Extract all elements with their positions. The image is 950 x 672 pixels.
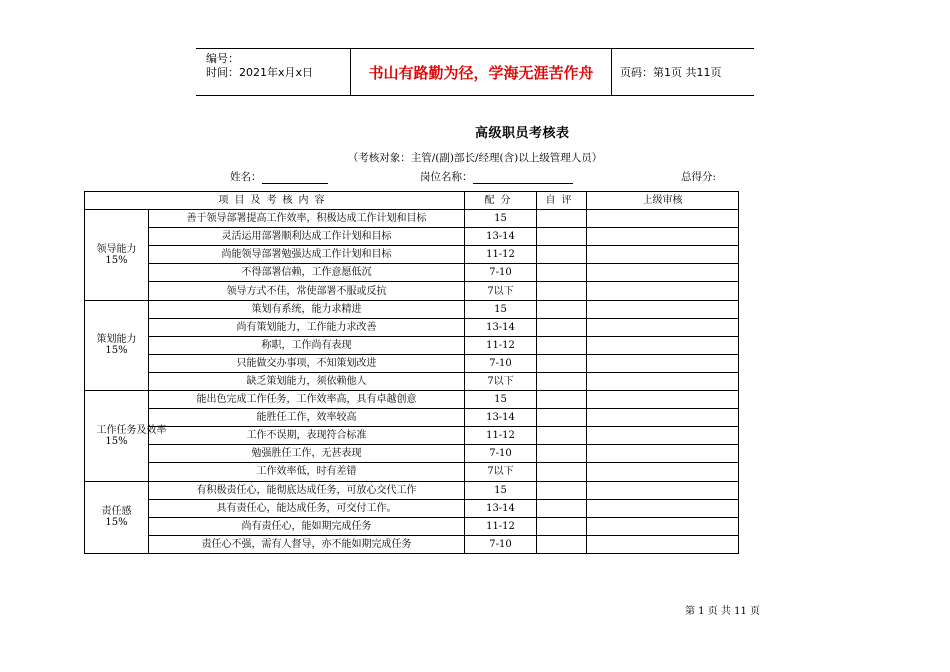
table-row: [85, 535, 739, 553]
supervisor-review-cell[interactable]: [587, 481, 739, 499]
criterion-description: 能胜任工作，效率较高: [149, 409, 465, 427]
table-row: [85, 481, 739, 499]
header-page-label: 页码：第1页 共11页: [620, 66, 722, 79]
supervisor-review-cell[interactable]: [587, 445, 739, 463]
table-row: [85, 391, 739, 409]
criterion-description: 缺乏策划能力，须依赖他人: [149, 372, 465, 390]
self-evaluation-cell[interactable]: [537, 427, 587, 445]
criterion-score: 15: [465, 300, 537, 318]
supervisor-review-cell[interactable]: [587, 517, 739, 535]
self-evaluation-cell[interactable]: [537, 318, 587, 336]
table-row: [85, 246, 739, 264]
criterion-score: 7-10: [465, 535, 537, 553]
supervisor-review-cell[interactable]: [587, 336, 739, 354]
self-evaluation-cell[interactable]: [537, 210, 587, 228]
criterion-description: 称职，工作尚有表现: [149, 336, 465, 354]
criterion-description: 尚有责任心，能如期完成任务: [149, 517, 465, 535]
criterion-score: 7-10: [465, 354, 537, 372]
criterion-score: 7以下: [465, 282, 537, 300]
number-label: 编号：: [206, 52, 239, 65]
position-label: 岗位名称：: [420, 171, 473, 183]
header-meta: [196, 49, 350, 95]
criterion-description: 善于领导部署提高工作效率，积极达成工作计划和目标: [149, 210, 465, 228]
criterion-score: 15: [465, 481, 537, 499]
name-blank: [262, 172, 328, 184]
table-body: [85, 210, 739, 554]
category-name: 领导能力: [96, 243, 137, 255]
document-title: 高级职员考核表: [475, 126, 570, 141]
self-evaluation-cell[interactable]: [537, 445, 587, 463]
criterion-description: 具有责任心，能达成任务，可交付工作。: [149, 499, 465, 517]
table-row: [85, 409, 739, 427]
table-row: [85, 318, 739, 336]
criterion-score: 7以下: [465, 372, 537, 390]
supervisor-review-cell[interactable]: [587, 354, 739, 372]
time-label: 时间：2021年x月x日: [206, 66, 314, 79]
col-header-self: 自评: [537, 192, 587, 210]
criterion-score: 13-14: [465, 228, 537, 246]
criterion-score: 15: [465, 210, 537, 228]
page-footer: 第 1 页 共 11 页: [685, 606, 760, 617]
criterion-score: 15: [465, 391, 537, 409]
document-subtitle: （考核对象：主管/(副)部长/经理(含)以上级管理人员）: [347, 152, 603, 164]
table-row: [85, 499, 739, 517]
col-header-supervisor: 上级审核: [587, 192, 739, 210]
supervisor-review-cell[interactable]: [587, 463, 739, 481]
supervisor-review-cell[interactable]: [587, 264, 739, 282]
self-evaluation-cell[interactable]: [537, 300, 587, 318]
self-evaluation-cell[interactable]: [537, 535, 587, 553]
criterion-score: 11-12: [465, 246, 537, 264]
self-evaluation-cell[interactable]: [537, 481, 587, 499]
self-evaluation-cell[interactable]: [537, 372, 587, 390]
supervisor-review-cell[interactable]: [587, 318, 739, 336]
supervisor-review-cell[interactable]: [587, 246, 739, 264]
col-header-score: 配分: [465, 192, 537, 210]
criterion-score: 11-12: [465, 336, 537, 354]
self-evaluation-cell[interactable]: [537, 391, 587, 409]
header-motto: 书山有路勤为径，学海无涯苦作舟: [350, 49, 612, 95]
name-label: 姓名：: [230, 171, 262, 183]
name-field: [230, 169, 328, 184]
criterion-description: 领导方式不佳，常使部署不服或反抗: [149, 282, 465, 300]
table-row: [85, 427, 739, 445]
supervisor-review-cell[interactable]: [587, 300, 739, 318]
criterion-description: 策划有系统，能力求精进: [149, 300, 465, 318]
table-row: [85, 445, 739, 463]
criterion-description: 尚有策划能力，工作能力求改善: [149, 318, 465, 336]
table-row: [85, 517, 739, 535]
position-field: [420, 169, 573, 184]
category-name: 工作任务及效率: [96, 424, 167, 436]
self-evaluation-cell[interactable]: [537, 409, 587, 427]
supervisor-review-cell[interactable]: [587, 228, 739, 246]
self-evaluation-cell[interactable]: [537, 228, 587, 246]
table-row: [85, 463, 739, 481]
self-evaluation-cell[interactable]: [537, 246, 587, 264]
self-evaluation-cell[interactable]: [537, 354, 587, 372]
criterion-score: 7以下: [465, 463, 537, 481]
position-blank: [473, 172, 573, 184]
supervisor-review-cell[interactable]: [587, 391, 739, 409]
supervisor-review-cell[interactable]: [587, 210, 739, 228]
criterion-description: 能出色完成工作任务，工作效率高，具有卓越创意: [149, 391, 465, 409]
criterion-score: 7-10: [465, 445, 537, 463]
table-row: [85, 372, 739, 390]
category-cell: [85, 210, 149, 300]
category-weight: 15%: [105, 435, 128, 447]
criterion-description: 不得部署信赖，工作意愿低沉: [149, 264, 465, 282]
total-score-field: [681, 169, 716, 184]
table-row: [85, 300, 739, 318]
criterion-score: 11-12: [465, 517, 537, 535]
table-row: [85, 354, 739, 372]
self-evaluation-cell[interactable]: [537, 336, 587, 354]
criterion-score: 13-14: [465, 318, 537, 336]
table-header-row: [85, 192, 739, 210]
self-evaluation-cell[interactable]: [537, 264, 587, 282]
supervisor-review-cell[interactable]: [587, 409, 739, 427]
category-name: 责任感: [101, 506, 132, 518]
self-evaluation-cell[interactable]: [537, 517, 587, 535]
supervisor-review-cell[interactable]: [587, 372, 739, 390]
supervisor-review-cell[interactable]: [587, 535, 739, 553]
criterion-score: 13-14: [465, 409, 537, 427]
col-header-item: 项目及考核内容: [85, 192, 465, 210]
page-header: [196, 48, 754, 96]
supervisor-review-cell[interactable]: [587, 499, 739, 517]
total-score-label: 总得分:: [681, 171, 717, 183]
criterion-score: 13-14: [465, 499, 537, 517]
table-row: [85, 282, 739, 300]
table-row: [85, 336, 739, 354]
criterion-description: 勉强胜任工作，无甚表现: [149, 445, 465, 463]
self-evaluation-cell[interactable]: [537, 282, 587, 300]
category-weight: 15%: [105, 517, 128, 529]
category-cell: [85, 481, 149, 553]
criterion-score: 7-10: [465, 264, 537, 282]
category-cell: [85, 300, 149, 390]
category-weight: 15%: [105, 254, 128, 266]
assessment-table: [84, 191, 739, 554]
category-cell: [85, 391, 167, 481]
criterion-description: 工作不误期，表现符合标准: [149, 427, 465, 445]
supervisor-review-cell[interactable]: [587, 427, 739, 445]
criterion-description: 工作效率低，时有差错: [149, 463, 465, 481]
category-name: 策划能力: [96, 334, 137, 346]
criterion-description: 责任心不强，需有人督导，亦不能如期完成任务: [149, 535, 465, 553]
self-evaluation-cell[interactable]: [537, 463, 587, 481]
table-row: [85, 210, 739, 228]
criterion-description: 有积极责任心，能彻底达成任务，可放心交代工作: [149, 481, 465, 499]
criterion-description: 灵活运用部署顺利达成工作计划和目标: [149, 228, 465, 246]
criterion-score: 11-12: [465, 427, 537, 445]
table-row: [85, 264, 739, 282]
category-weight: 15%: [105, 345, 128, 357]
criterion-description: 尚能领导部署勉强达成工作计划和目标: [149, 246, 465, 264]
criterion-description: 只能做交办事项，不知策划改进: [149, 354, 465, 372]
self-evaluation-cell[interactable]: [537, 499, 587, 517]
supervisor-review-cell[interactable]: [587, 282, 739, 300]
table-row: [85, 228, 739, 246]
